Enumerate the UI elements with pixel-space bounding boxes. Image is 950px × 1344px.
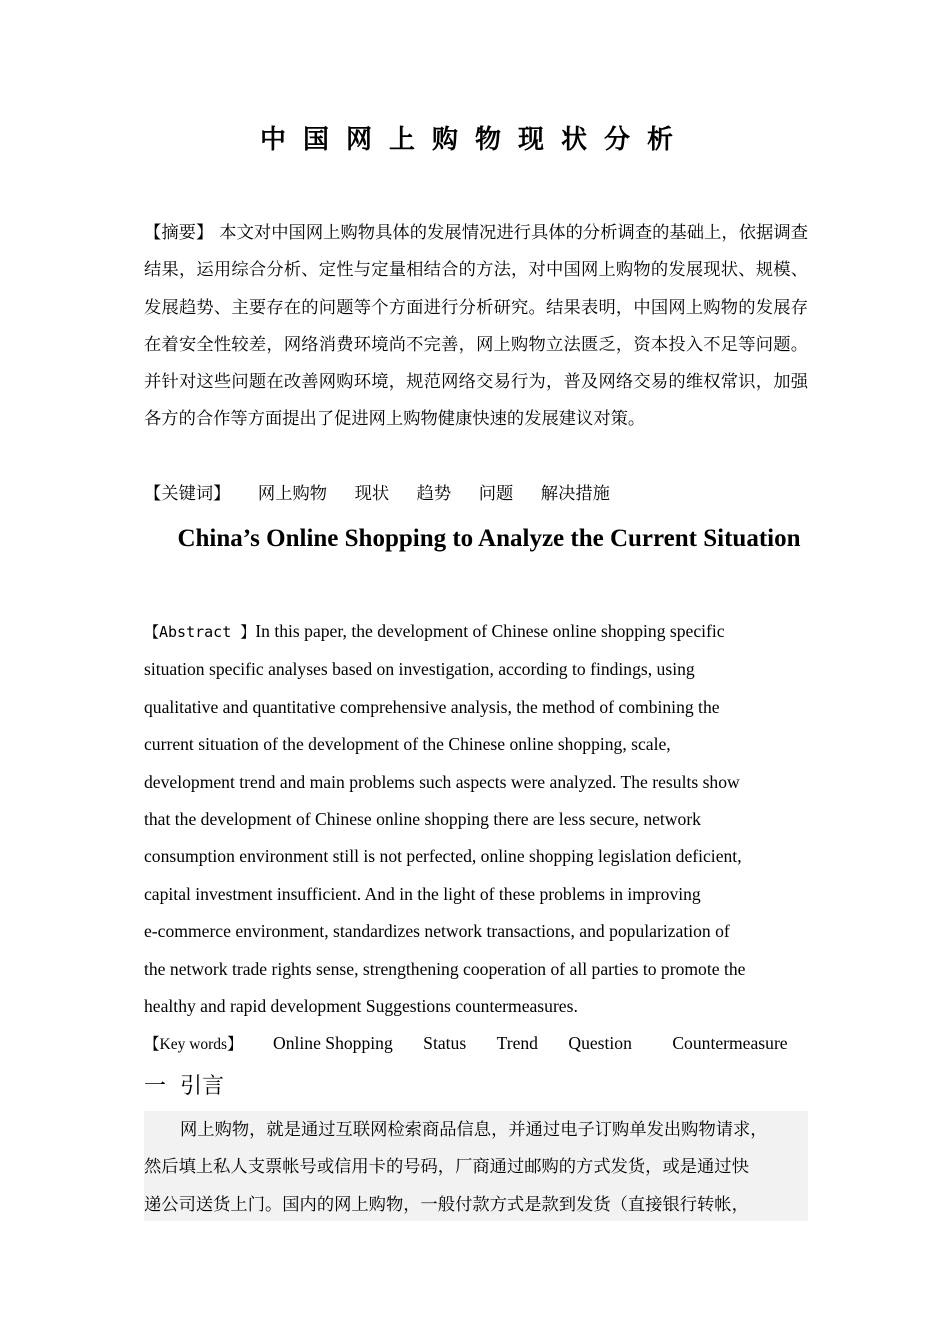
chinese-keywords-label: 【关键词】 (144, 484, 231, 504)
english-abstract-label: 【Abstract 】 (144, 623, 256, 641)
chinese-abstract-text: 本文对中国网上购物具体的发展情况进行具体的分析调查的基础上，依据调查结果，运用综合分析、定性与定量相结合的方法，对中国网上购物的发展现状、规模、发展趋势、主要存在的问题等个方面进行分析研究。结果表明，中国网上购物的发展存在着安全性较差，网络消费环境尚不完善，网上购物立法匮乏，资本投入不足等问题。并针对这些问题在改善网购环境，规范网络交易行为，普及网络交易的维权常识，加强各方的合作等方面提出了促进网上购物健康快速的发展建议对策。 (144, 223, 808, 430)
chinese-keyword: 趋势 (416, 484, 452, 504)
english-keywords-label: 【Key words】 (144, 1036, 243, 1053)
english-abstract (144, 613, 808, 1025)
english-abstract-line: development trend and main problems such aspects were analyzed. The results show (144, 771, 740, 792)
chinese-keyword: 网上购物 (257, 484, 328, 504)
introduction-text (144, 1112, 808, 1224)
section-number: 一 (144, 1074, 167, 1099)
section-heading (144, 1068, 808, 1106)
english-abstract-line: the network trade rights sense, strengthening cooperation of all parties to promote the (144, 958, 746, 979)
english-abstract-line: healthy and rapid development Suggestions countermeasures. (144, 996, 578, 1017)
english-abstract-text: In this paper, the development of Chinese online shopping specific (255, 621, 725, 641)
chinese-keywords (144, 476, 808, 513)
english-keyword: Countermeasure (672, 1033, 788, 1053)
chinese-title: 中国网上购物现状分析 (259, 125, 690, 155)
english-abstract-line: that the development of Chinese online shopping there are less secure, network (144, 809, 701, 830)
english-keyword: Question (568, 1033, 632, 1053)
english-abstract-line: capital investment insufficient. And in the light of these problems in improving (144, 883, 701, 904)
english-keyword: Status (423, 1033, 467, 1053)
section-title: 引言 (180, 1074, 225, 1099)
english-keyword: Online Shopping (273, 1033, 393, 1053)
chinese-keyword: 现状 (354, 484, 390, 504)
english-abstract-line: current situation of the development of the Chinese online shopping, scale, (144, 734, 671, 755)
introduction-paragraph (144, 1111, 808, 1221)
english-keywords (144, 1025, 808, 1063)
chinese-abstract (144, 215, 808, 439)
introduction-line: 递公司送货上门。国内的网上购物，一般付款方式是款到发货（直接银行转帐， (144, 1194, 749, 1215)
chinese-keyword: 解决措施 (540, 484, 610, 504)
introduction-line: 然后填上私人支票帐号或信用卡的号码，厂商通过邮购的方式发货，或是通过快 (144, 1157, 749, 1178)
chinese-abstract-label: 【摘要】 (144, 223, 214, 243)
english-abstract-line (144, 613, 808, 651)
english-title: China’s Online Shopping to Analyze the Current Situation (177, 525, 801, 552)
english-abstract-line: situation specific analyses based on investigation, according to findings, using (144, 659, 695, 680)
chinese-keyword: 问题 (478, 484, 514, 504)
english-keyword: Trend (496, 1033, 538, 1053)
english-abstract-line: e-commerce environment, standardizes network transactions, and popularization of (144, 921, 730, 942)
introduction-line: 网上购物，就是通过互联网检索商品信息，并通过电子订购单发出购物请求， (180, 1120, 768, 1140)
english-abstract-line: qualitative and quantitative comprehensive analysis, the method of combining the (144, 696, 720, 717)
english-abstract-line: consumption environment still is not perfected, online shopping legislation deficient, (144, 846, 742, 867)
